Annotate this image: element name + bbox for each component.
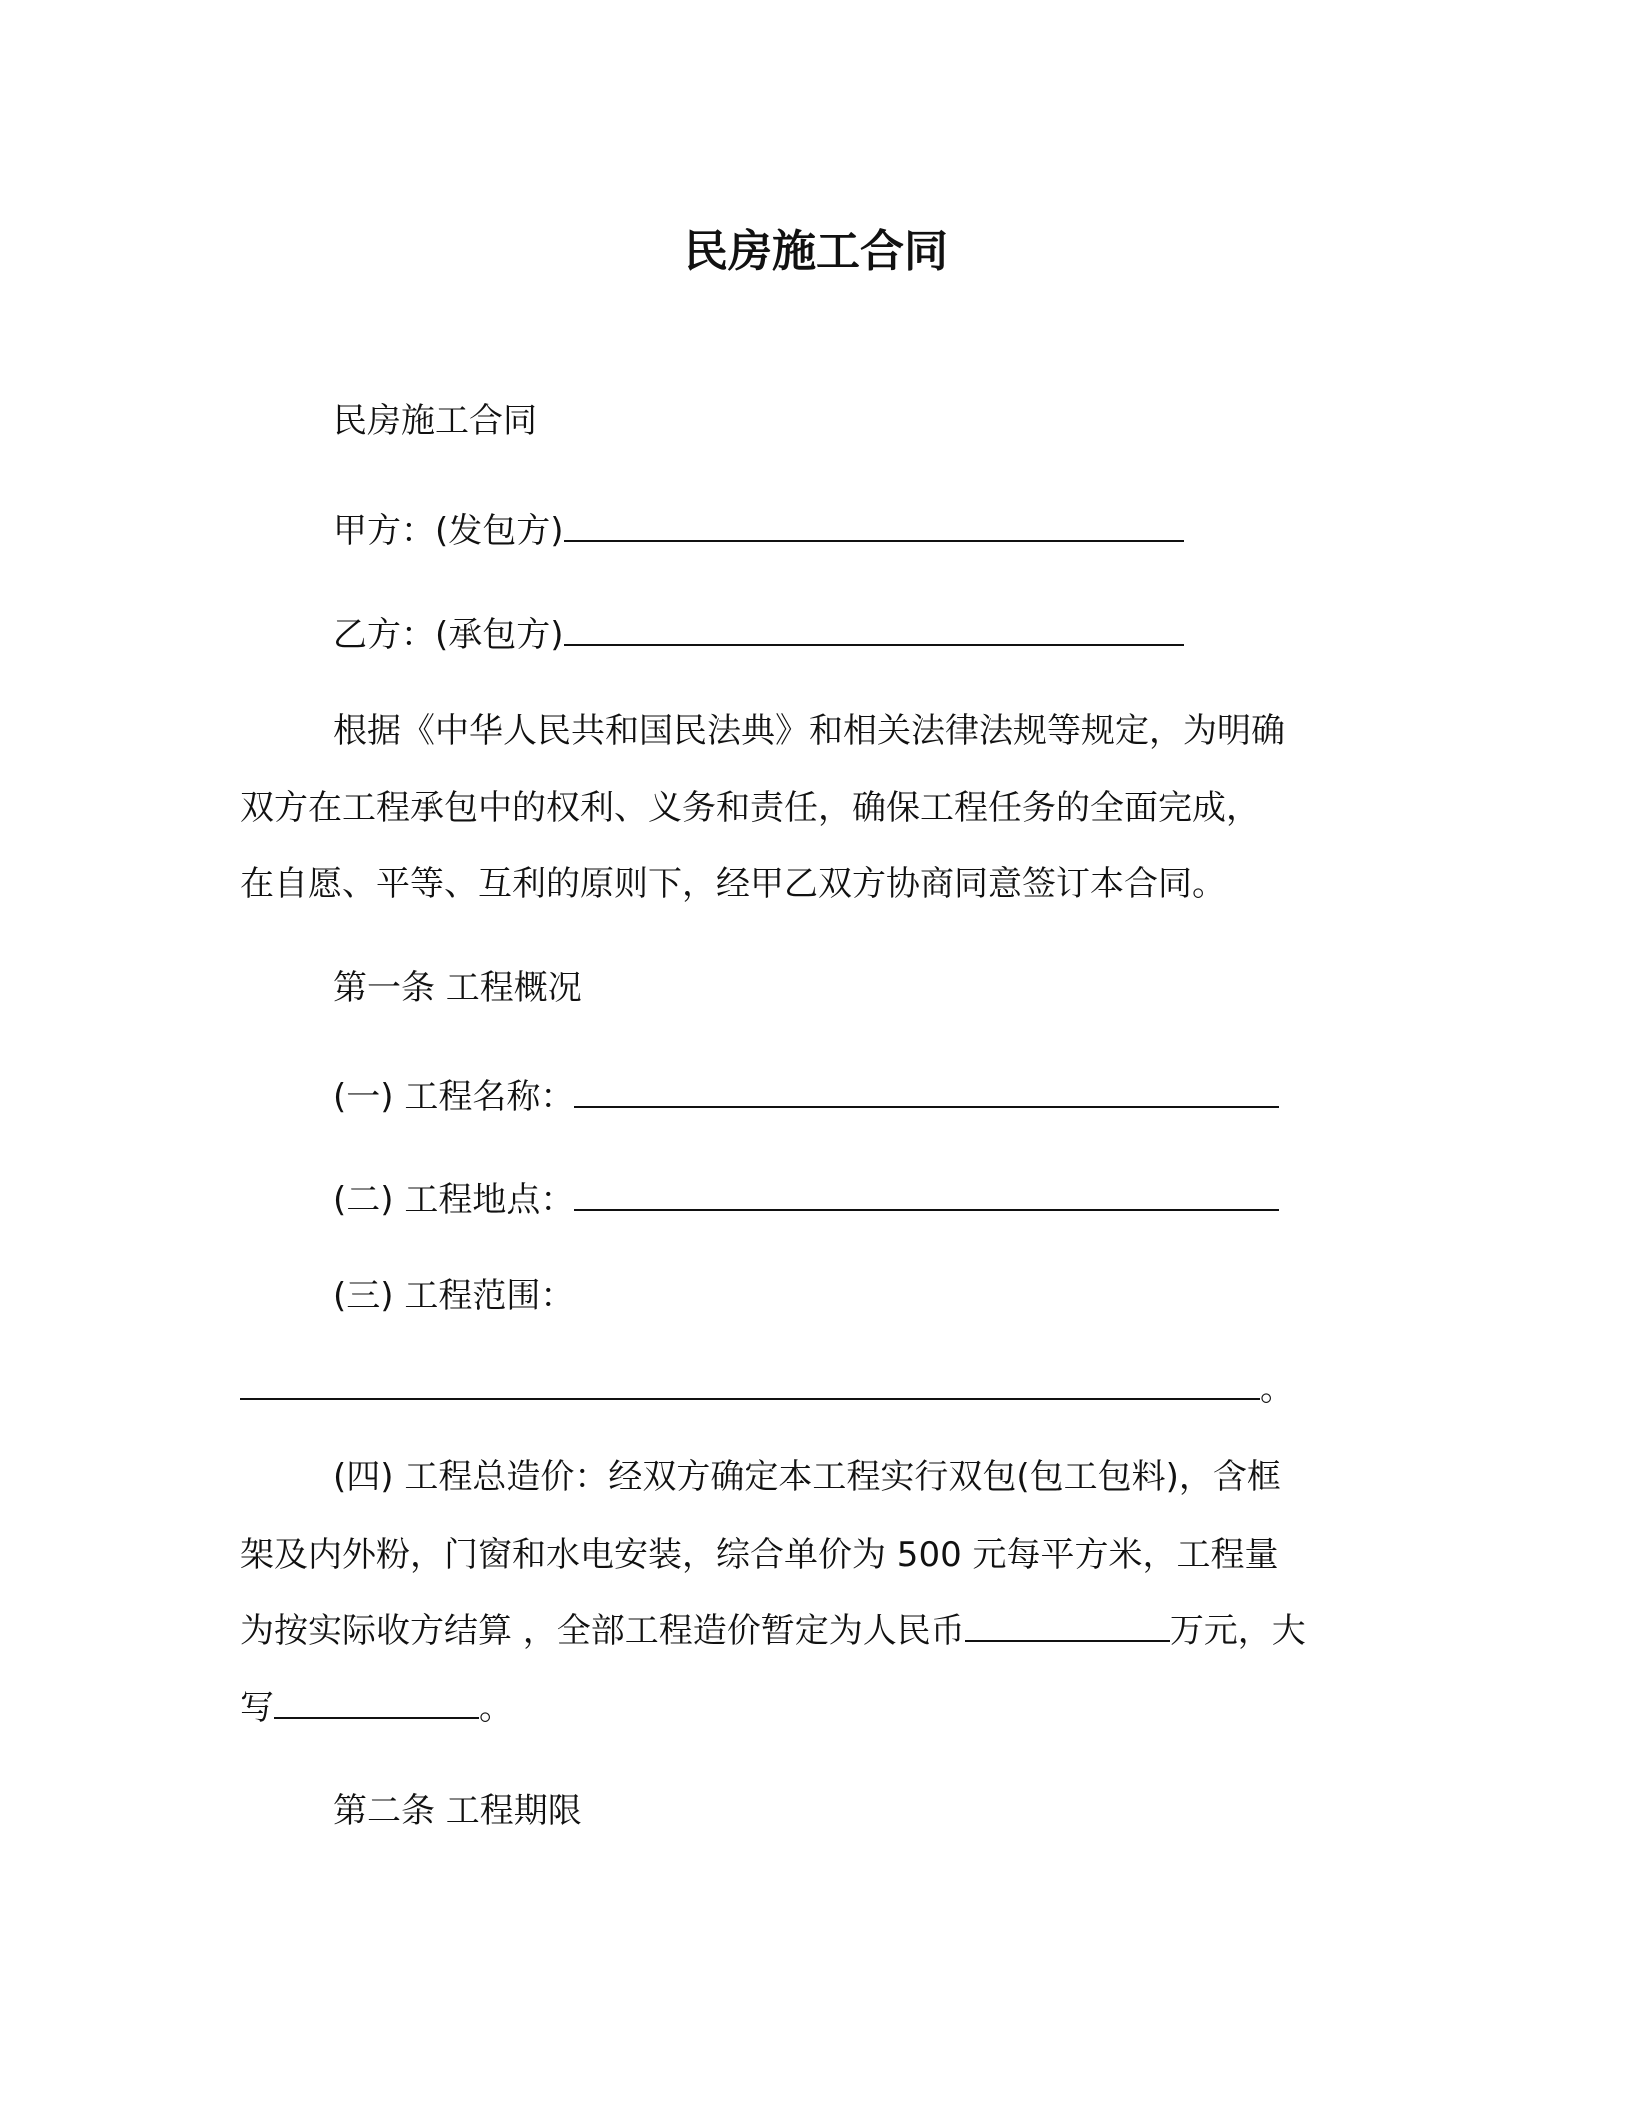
- price-text: 万元，大: [1169, 1611, 1306, 1651]
- party-b-label: 乙方：(承包方): [333, 615, 564, 655]
- party-a-line: [333, 509, 1184, 553]
- preamble-line: 根据《中华人民共和国民法典》和相关法律法规等规定，为明确: [333, 711, 1285, 751]
- price-text: 写: [240, 1688, 274, 1728]
- project-name-line: [333, 1075, 1279, 1119]
- price-line: 架及内外粉，门窗和水电安装，综合单价为 500 元每平方米，工程量: [240, 1535, 1279, 1575]
- preamble-line: 双方在工程承包中的权利、义务和责任，确保工程任务的全面完成，: [240, 788, 1260, 828]
- project-scope-label: (三) 工程范围：: [333, 1276, 575, 1316]
- project-scope-line: [240, 1367, 1294, 1411]
- project-location-blank[interactable]: [574, 1179, 1279, 1211]
- project-name-blank[interactable]: [574, 1076, 1279, 1108]
- party-b-blank[interactable]: [564, 614, 1184, 646]
- price-amount-blank[interactable]: [965, 1610, 1170, 1642]
- price-text: 为按实际收方结算 ，全部工程造价暂定为人民币: [240, 1611, 965, 1651]
- project-name-label: (一) 工程名称：: [333, 1077, 575, 1117]
- price-line: [240, 1686, 513, 1730]
- party-a-label: 甲方：(发包方): [333, 511, 564, 551]
- party-b-line: [333, 613, 1184, 657]
- project-scope-blank[interactable]: [240, 1368, 1260, 1400]
- price-line: [240, 1609, 1306, 1653]
- project-location-line: [333, 1178, 1279, 1222]
- project-location-label: (二) 工程地点：: [333, 1180, 575, 1220]
- preamble-line: 在自愿、平等、互利的原则下，经甲乙双方协商同意签订本合同。: [240, 864, 1226, 904]
- article1-heading: 第一条 工程概况: [333, 968, 582, 1008]
- contract-subtitle: 民房施工合同: [333, 401, 537, 441]
- price-line: (四) 工程总造价：经双方确定本工程实行双包(包工包料)，含框: [333, 1457, 1281, 1497]
- price-uppercase-blank[interactable]: [274, 1687, 479, 1719]
- party-a-blank[interactable]: [564, 510, 1184, 542]
- scope-period: 。: [1260, 1369, 1294, 1409]
- price-text: 。: [479, 1688, 513, 1728]
- document-title: 民房施工合同: [684, 226, 948, 277]
- article2-heading: 第二条 工程期限: [333, 1791, 582, 1831]
